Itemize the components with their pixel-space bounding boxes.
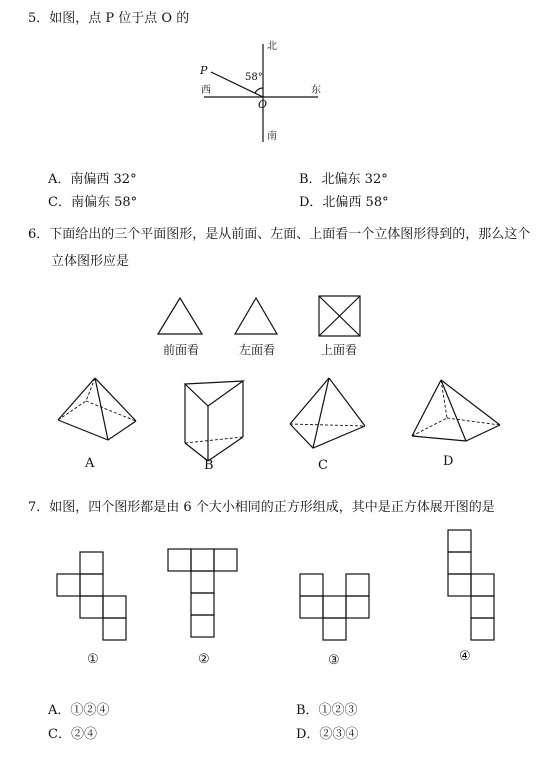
q7-option-d[interactable]: D．②③④ — [296, 727, 359, 742]
west-label: 西 — [201, 85, 211, 96]
point-o-label: O — [258, 98, 268, 111]
q5-stem: 5．如图，点 P 位于点 O 的 — [28, 11, 190, 26]
net-3 — [300, 574, 369, 640]
angle-label: 58° — [245, 72, 263, 83]
north-label: 北 — [267, 41, 277, 52]
q6-stem-line1: 6．下面给出的三个平面图形，是从前面、左面、上面看一个立体图形得到的，那么这个 — [28, 227, 531, 242]
solid-a-label[interactable]: A — [85, 456, 95, 471]
net-4-label[interactable]: ④ — [459, 649, 471, 664]
point-p-label: P — [200, 64, 208, 77]
q7-option-a[interactable]: A．①②④ — [48, 703, 110, 718]
front-view-label: 前面看 — [163, 343, 200, 357]
q5-option-a[interactable]: A．南偏西 32° — [48, 172, 137, 187]
south-label: 南 — [267, 131, 277, 142]
q5-option-c[interactable]: C．南偏东 58° — [48, 195, 138, 210]
net-1-label[interactable]: ① — [87, 652, 99, 667]
net-3-label[interactable]: ③ — [328, 653, 340, 668]
solid-b-label[interactable]: B — [204, 458, 214, 473]
q7-option-c[interactable]: C．②④ — [48, 727, 97, 742]
solid-d-label[interactable]: D — [443, 454, 454, 469]
q5-option-b[interactable]: B．北偏东 32° — [299, 172, 388, 187]
left-view-label: 左面看 — [239, 343, 276, 357]
solid-c-label[interactable]: C — [318, 458, 328, 473]
net-1 — [57, 552, 126, 640]
q6-stem-line2: 立体图形应是 — [51, 254, 130, 269]
q7-option-b[interactable]: B．①②③ — [296, 703, 358, 718]
net-2-label[interactable]: ② — [198, 652, 210, 667]
q5-option-d[interactable]: D．北偏西 58° — [299, 195, 389, 210]
net-4 — [448, 530, 494, 640]
net-2 — [168, 549, 237, 637]
q7-stem: 7．如图，四个图形都是由 6 个大小相同的正方形组成，其中是正方体展开图的是 — [28, 500, 495, 515]
top-view-label: 上面看 — [321, 343, 358, 357]
east-label: 东 — [311, 85, 321, 96]
